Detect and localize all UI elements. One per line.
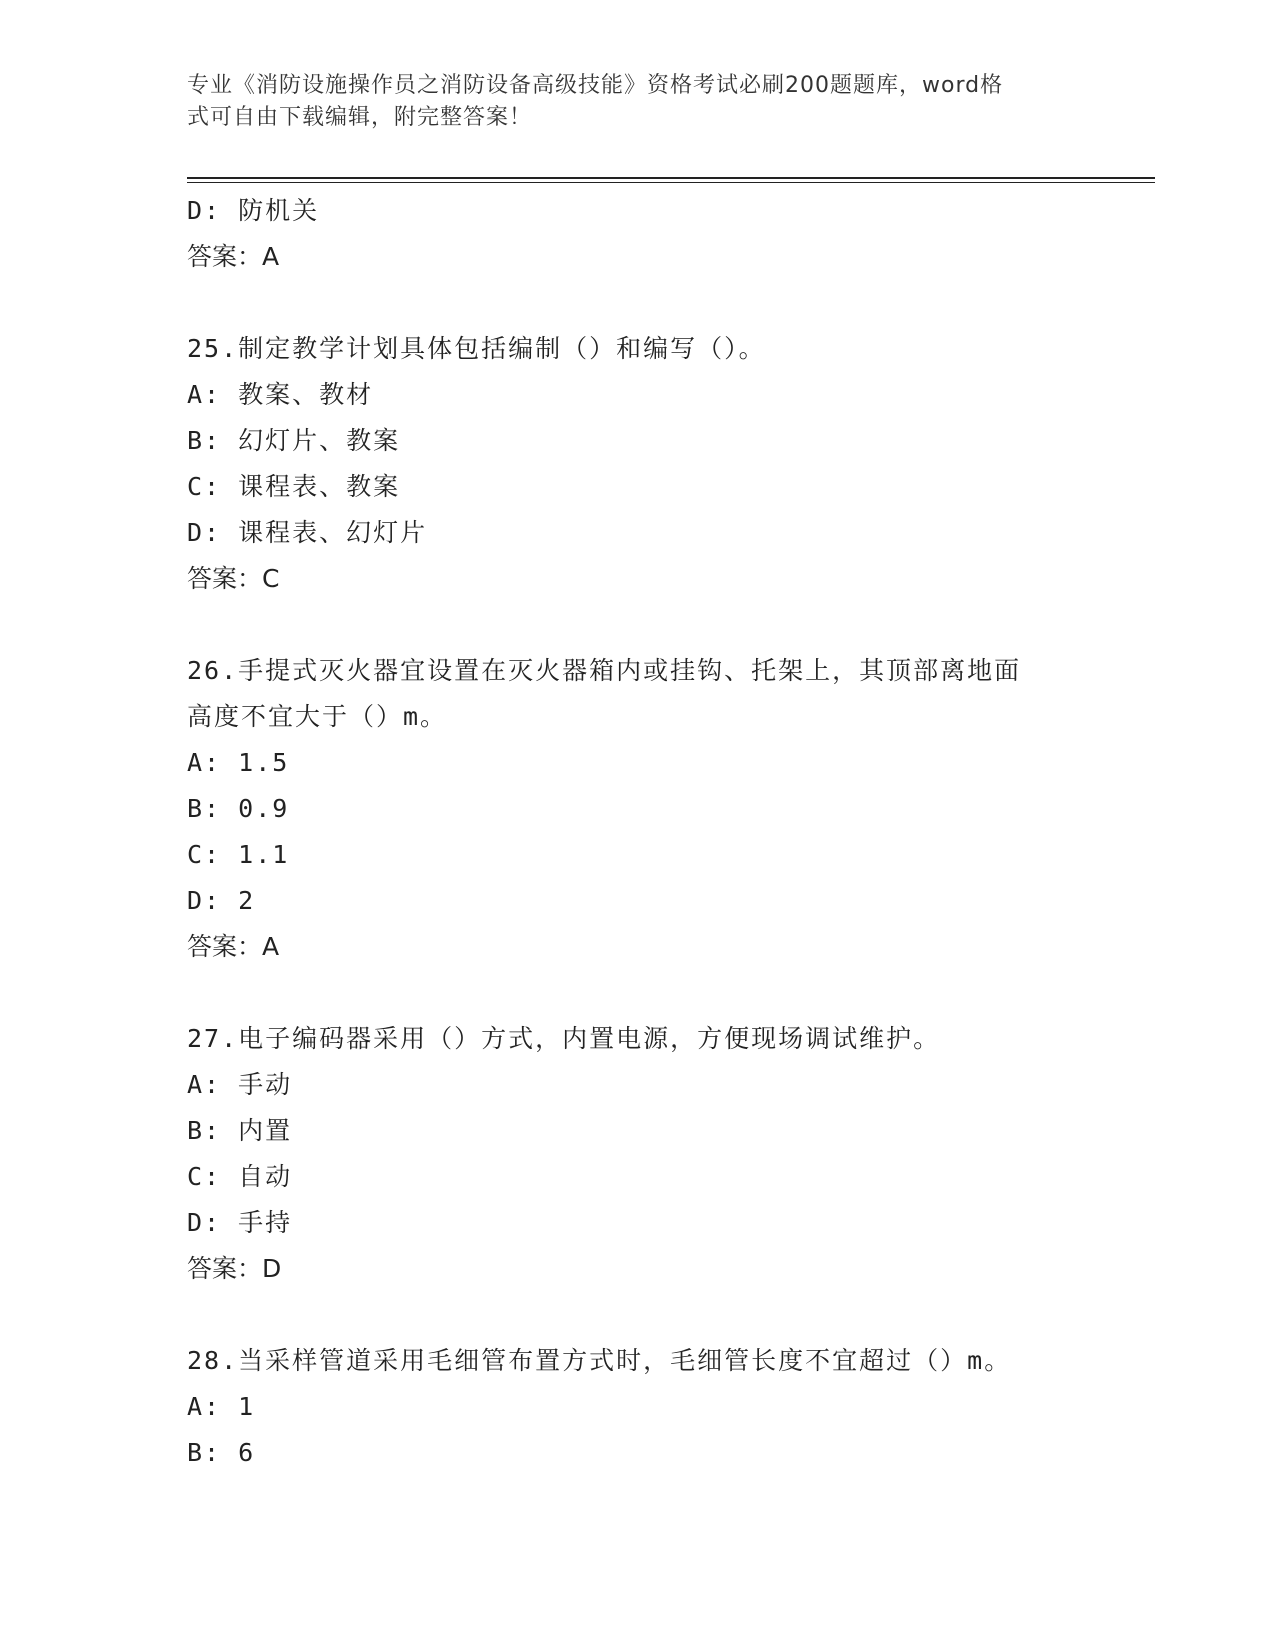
option-d: D: 防机关 xyxy=(187,196,320,225)
option-b: B: 0.9 xyxy=(187,794,290,823)
question-28 xyxy=(187,1338,1087,1476)
answer-line: 答案：A xyxy=(187,932,280,961)
option-d: D: 课程表、幻灯片 xyxy=(187,518,428,547)
header-line-1: 专业《消防设施操作员之消防设备高级技能》资格考试必刷200题题库，word格 xyxy=(187,73,1004,98)
answer-line: 答案：C xyxy=(187,564,280,593)
spacer xyxy=(187,1292,1087,1338)
spacer xyxy=(187,602,1087,648)
question-stem-continued: 高度不宜大于（）m。 xyxy=(187,702,448,731)
option-c: C: 课程表、教案 xyxy=(187,472,401,501)
document-header xyxy=(187,70,1067,134)
option-b: B: 6 xyxy=(187,1438,256,1467)
header-divider-thin xyxy=(187,182,1155,183)
header-divider-thick xyxy=(187,177,1155,179)
option-a: A: 1 xyxy=(187,1392,256,1421)
option-b: B: 内置 xyxy=(187,1116,293,1145)
question-25 xyxy=(187,326,1087,602)
answer-line: 答案：D xyxy=(187,1254,282,1283)
option-d: D: 手持 xyxy=(187,1208,293,1237)
option-c: C: 1.1 xyxy=(187,840,290,869)
question-stem: 26.手提式灭火器宜设置在灭火器箱内或挂钩、托架上，其顶部离地面 xyxy=(187,656,1022,685)
question-stem: 27.电子编码器采用（）方式，内置电源，方便现场调试维护。 xyxy=(187,1024,941,1053)
option-a: A: 教案、教材 xyxy=(187,380,374,409)
spacer xyxy=(187,280,1087,326)
option-a: A: 1.5 xyxy=(187,748,290,777)
option-b: B: 幻灯片、教案 xyxy=(187,426,401,455)
header-line-2: 式可自由下载编辑，附完整答案！ xyxy=(187,105,533,130)
option-a: A: 手动 xyxy=(187,1070,293,1099)
question-27 xyxy=(187,1016,1087,1292)
question-stem: 25.制定教学计划具体包括编制（）和编写（）。 xyxy=(187,334,766,363)
question-26 xyxy=(187,648,1087,970)
spacer xyxy=(187,970,1087,1016)
previous-question-tail xyxy=(187,188,1087,280)
option-c: C: 自动 xyxy=(187,1162,293,1191)
question-list xyxy=(187,188,1087,1476)
answer-line: 答案：A xyxy=(187,242,280,271)
option-d: D: 2 xyxy=(187,886,256,915)
question-stem: 28.当采样管道采用毛细管布置方式时，毛细管长度不宜超过（）m。 xyxy=(187,1346,1012,1375)
